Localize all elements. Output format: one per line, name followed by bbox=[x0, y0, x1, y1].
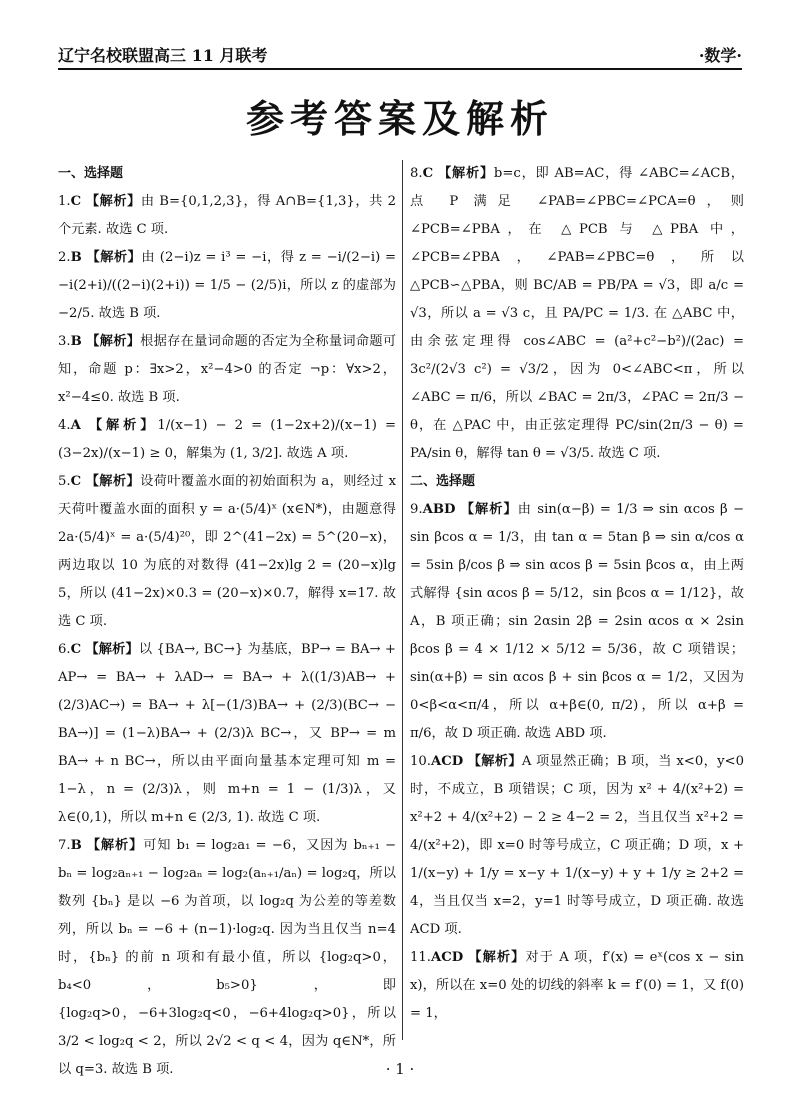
analysis-tag: 【解析】 bbox=[460, 502, 518, 517]
question-number: 3. bbox=[58, 334, 71, 349]
analysis-tag: 【解析】 bbox=[467, 754, 522, 769]
question-number: 9. bbox=[410, 502, 423, 517]
question-number: 7. bbox=[58, 838, 71, 853]
analysis-tag: 【解析】 bbox=[86, 838, 144, 853]
analysis-tag: 【解析】 bbox=[438, 166, 494, 181]
analysis-tag: 【解析】 bbox=[88, 418, 158, 433]
analysis-tag: 【解析】 bbox=[86, 250, 142, 265]
analysis-text: 设荷叶覆盖水面的初始面积为 a，则经过 x 天荷叶覆盖水面的面积 y = a·(5/4)ˣ (x∈N*)，由题意得 2a·(5/4)ˣ = a·(5/4)²⁰，即 2^(41−2x) = 5^(20−x)，两边取以 10 为底的对数得 (41−2x)lg 2 = (20−x)lg 5，所以 (41−2x)×0.3 = (20−x)×0.7，解得 x=17. 故选 C 项. bbox=[58, 474, 397, 629]
header-subject: ·数学· bbox=[698, 46, 742, 65]
right-item-list-b bbox=[410, 496, 744, 1028]
answer-choice: C bbox=[70, 642, 82, 657]
answer-item bbox=[58, 328, 396, 412]
answer-item bbox=[58, 636, 396, 832]
answer-item bbox=[410, 944, 744, 1028]
answer-item bbox=[410, 496, 744, 748]
right-item-list-a bbox=[410, 160, 744, 468]
page-header bbox=[58, 40, 742, 66]
answer-choice: C bbox=[70, 474, 82, 489]
answer-choice: B bbox=[70, 250, 82, 265]
left-column bbox=[58, 160, 397, 1077]
question-number: 1. bbox=[58, 194, 71, 209]
page-number: · 1 · bbox=[385, 1060, 415, 1078]
analysis-text: 根据存在量词命题的否定为全称量词命题可知，命题 p：∃x>2，x²−4>0 的否定 ¬p：∀x>2，x²−4≤0. 故选 B 项. bbox=[58, 334, 397, 405]
answer-choice: C bbox=[422, 166, 434, 181]
answer-choice: ACD bbox=[430, 950, 464, 965]
answer-choice: ACD bbox=[430, 754, 464, 769]
answer-choice: ABD bbox=[422, 502, 456, 517]
question-number: 11. bbox=[410, 950, 431, 965]
analysis-tag: 【解析】 bbox=[468, 950, 526, 965]
answer-item bbox=[410, 160, 744, 468]
analysis-text: 由 (2−i)z = i³ = −i，得 z = −i/(2−i) = −i(2+i)/((2−i)(2+i)) = 1/5 − (2/5)i，所以 z 的虚部为 −2/5. 故选 B 项. bbox=[58, 250, 397, 321]
analysis-text: 可知 b₁ = log₂a₁ = −6，又因为 bₙ₊₁ − bₙ = log₂aₙ₊₁ − log₂aₙ = log₂(aₙ₊₁/aₙ) = log₂q，所以数列 {bₙ} 是以 −6 为首项，以 log₂q 为公差的等差数列，所以 bₙ = −6 + (n−1)·log₂q. 因为当且仅当 n=4 时，{bₙ} 的前 n 项和有最小值，所以 {log₂q>0，b₄<0，b₅>0}，即 {log₂q>0，−6+3log₂q<0，−6+4log₂q>0}，所以 3/2 < log₂q < 2，所以 2√2 < q < 4，因为 q∈N*，所以 q=3. 故选 B 项. bbox=[58, 838, 397, 1077]
left-item-list bbox=[58, 188, 396, 1084]
section-heading-1: 一、选择题 bbox=[58, 166, 124, 181]
analysis-text: 1/(x−1) − 2 = (1−2x+2)/(x−1) = (3−2x)/(x−1) ≥ 0，解集为 (1, 3/2]. 故选 A 项. bbox=[58, 418, 397, 461]
section-heading-2: 二、选择题 bbox=[410, 474, 476, 489]
question-number: 10. bbox=[410, 754, 431, 769]
answer-choice: B bbox=[70, 334, 82, 349]
question-number: 4. bbox=[58, 418, 71, 433]
analysis-tag: 【解析】 bbox=[85, 474, 141, 489]
column-divider bbox=[402, 160, 403, 1040]
header-rule bbox=[58, 68, 742, 70]
question-number: 5. bbox=[58, 474, 71, 489]
answer-item bbox=[58, 412, 396, 468]
analysis-text: 由 sin(α−β) = 1/3 ⇒ sin αcos β − sin βcos α = 1/3，由 tan α = 5tan β ⇒ sin α/cos α = 5sin β/cos β ⇒ sin αcos β = 5sin βcos α，由上两式解得 {sin αcos β = 5/12，sin βcos α = 1/12}，故 A，B 项正确；sin 2αsin 2β = 2sin αcos α × 2sin βcos β = 4 × 1/12 × 5/12 = 5/36，故 C 项错误；sin(α+β) = sin αcos β + sin βcos α = 1/2，又因为 0<β<α<π/4，所以 α+β∈(0, π/2)，所以 α+β = π/6，故 D 项正确. 故选 ABD 项. bbox=[410, 502, 745, 741]
page-title: 参考答案及解析 bbox=[245, 97, 554, 141]
analysis-tag: 【解析】 bbox=[85, 642, 139, 657]
answer-choice: A bbox=[70, 418, 81, 433]
answer-choice: B bbox=[70, 838, 82, 853]
question-number: 6. bbox=[58, 642, 71, 657]
analysis-text: b=c，即 AB=AC，得 ∠ABC=∠ACB，点 P 满足 ∠PAB=∠PBC=∠PCA=θ，则 ∠PCB=∠PBA，在 △PCB 与 △PBA 中，∠PCB=∠PBA，∠PAB=∠PBC=θ，所以 △PCB∽△PBA，则 BC/AB = PB/PA = √3，即 a/c = √3，所以 a = √3 c，且 PA/PC = 1/3. 在 △ABC 中，由余弦定理得 cos∠ABC = (a²+c²−b²)/(2ac) = 3c²/(2√3 c²) = √3/2，因为 0<∠ABC<π，所以 ∠ABC = π/6，所以 ∠BAC = 2π/3，∠PAC = 2π/3 − θ，在 △PAC 中，由正弦定理得 PC/sin(2π/3 − θ) = PA/sin θ，解得 tan θ = √3/5. 故选 C 项. bbox=[410, 166, 744, 461]
answer-item bbox=[58, 244, 396, 328]
answer-item bbox=[58, 468, 396, 636]
question-number: 2. bbox=[58, 250, 71, 265]
question-number: 8. bbox=[410, 166, 423, 181]
header-exam-name: 辽宁名校联盟高三 11 月联考 bbox=[58, 46, 268, 65]
analysis-text: 由 B={0,1,2,3}，得 A∩B={1,3}，共 2 个元素. 故选 C 项. bbox=[58, 194, 396, 237]
analysis-text: 以 {BA→, BC→} 为基底，BP→ = BA→ + AP→ = BA→ + λAD→ = BA→ + λ((1/3)AB→ + (2/3)AC→) = BA→ + λ[−(1/3)BA→ + (2/3)(BC→ − BA→)] = (1−λ)BA→ + (2/3)λ BC→，又 BP→ = m BA→ + n BC→，所以由平面向量基本定理可知 m = 1−λ，n = (2/3)λ，则 m+n = 1 − (1/3)λ，又 λ∈(0,1)，所以 m+n ∈ (2/3, 1). 故选 C 项. bbox=[58, 642, 396, 825]
analysis-text: 对于 A 项，f′(x) = eˣ(cos x − sin x)，所以在 x=0 处的切线的斜率 k = f′(0) = 1，又 f(0) = 1， bbox=[410, 950, 745, 1021]
right-column bbox=[410, 160, 744, 1040]
answer-item bbox=[410, 748, 744, 944]
analysis-text: A 项显然正确；B 项，当 x<0，y<0 时，不成立，B 项错误；C 项，因为 x² + 4/(x²+2) = x²+2 + 4/(x²+2) − 2 ≥ 4−2 = 2，当且仅当 x²+2 = 4/(x²+2)，即 x=0 时等号成立，C 项正确；D 项，x + 1/(x−y) + 1/y = x−y + 1/(x−y) + y + 1/y ≥ 2+2 = 4，当且仅当 x=2，y=1 时等号成立，D 项正确. 故选 ACD 项. bbox=[410, 754, 744, 937]
answer-choice: C bbox=[70, 194, 82, 209]
analysis-tag: 【解析】 bbox=[85, 194, 141, 209]
answer-item bbox=[58, 188, 396, 244]
analysis-tag: 【解析】 bbox=[86, 334, 141, 349]
answer-item bbox=[58, 832, 396, 1084]
